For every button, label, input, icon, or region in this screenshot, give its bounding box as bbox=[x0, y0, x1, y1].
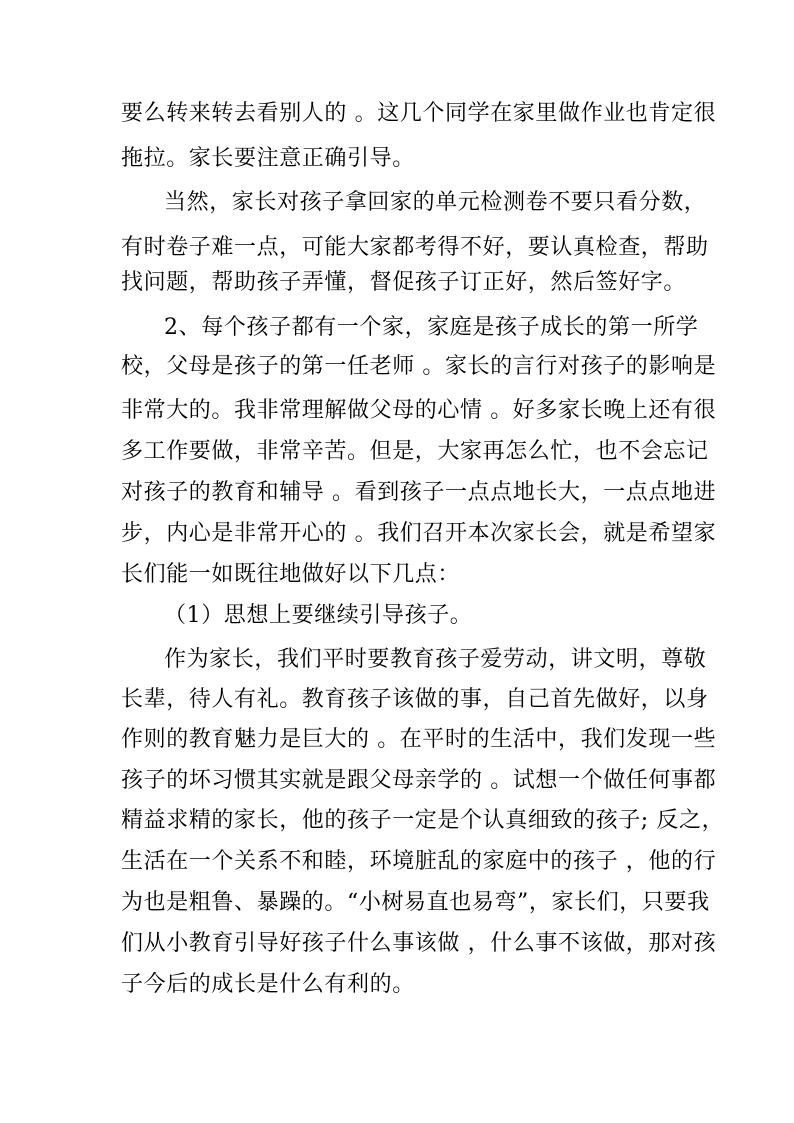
text-line: 作则的教育魅力是巨大的 。在平时的生活中，我们发现一些 bbox=[121, 727, 717, 752]
text-line: 多工作要做，非常辛苦。但是，大家再怎么忙，也不会忘记 bbox=[121, 439, 709, 464]
text-line: 对孩子的教育和辅导 。看到孩子一点点地长大，一点点地进 bbox=[121, 480, 717, 505]
text-line: 有时卷子难一点，可能大家都考得不好，要认真检查，帮助 bbox=[121, 235, 709, 260]
paragraph-first-line: 当然，家长对孩子拿回家的单元检测卷不要只看分数， bbox=[164, 190, 707, 215]
text-line: 为也是粗鲁、暴躁的。“小树易直也易弯”，家长们，只要我 bbox=[121, 890, 710, 915]
text-line: 长们能一如既往地做好以下几点： bbox=[121, 562, 461, 587]
text-line: 精益求精的家长，他的孩子一定是个认真细致的孩子; 反之， bbox=[121, 808, 725, 833]
paragraph-first-line: 2、每个孩子都有一个家，家庭是孩子成长的第一所学 bbox=[164, 315, 699, 340]
text-line: 们从小教育引导好孩子什么事该做 ，什么事不该做，那对孩 bbox=[121, 931, 717, 956]
text-line: 找问题，帮助孩子弄懂，督促孩子订正好，然后签好字。 bbox=[121, 270, 687, 295]
text-line: 生活在一个关系不和睦，环境脏乱的家庭中的孩子 ，他的行 bbox=[121, 849, 717, 874]
text-line: 非常大的。我非常理解做父母的心情 。好多家长晚上还有很 bbox=[121, 398, 717, 423]
paragraph-first-line: 作为家长，我们平时要教育孩子爱劳动，讲文明，尊敬 bbox=[164, 647, 707, 672]
text-line: 长辈，待人有礼。教育孩子该做的事，自己首先做好，以身 bbox=[121, 687, 709, 712]
text-line: 校，父母是孩子的第一任老师 。家长的言行对孩子的影响是 bbox=[121, 354, 717, 379]
section-heading: （1）思想上要继续引导孩子。 bbox=[164, 603, 473, 628]
text-line: 步，内心是非常开心的 。我们召开本次家长会，就是希望家 bbox=[121, 521, 717, 546]
text-line: 拖拉。家长要注意正确引导。 bbox=[121, 146, 415, 171]
text-line: 要么转来转去看别人的 。这几个同学在家里做作业也肯定很 bbox=[121, 101, 717, 126]
text-line: 孩子的坏习惯其实就是跟父母亲学的 。试想一个做任何事都 bbox=[121, 768, 717, 793]
text-line: 子今后的成长是什么有利的。 bbox=[121, 972, 415, 997]
